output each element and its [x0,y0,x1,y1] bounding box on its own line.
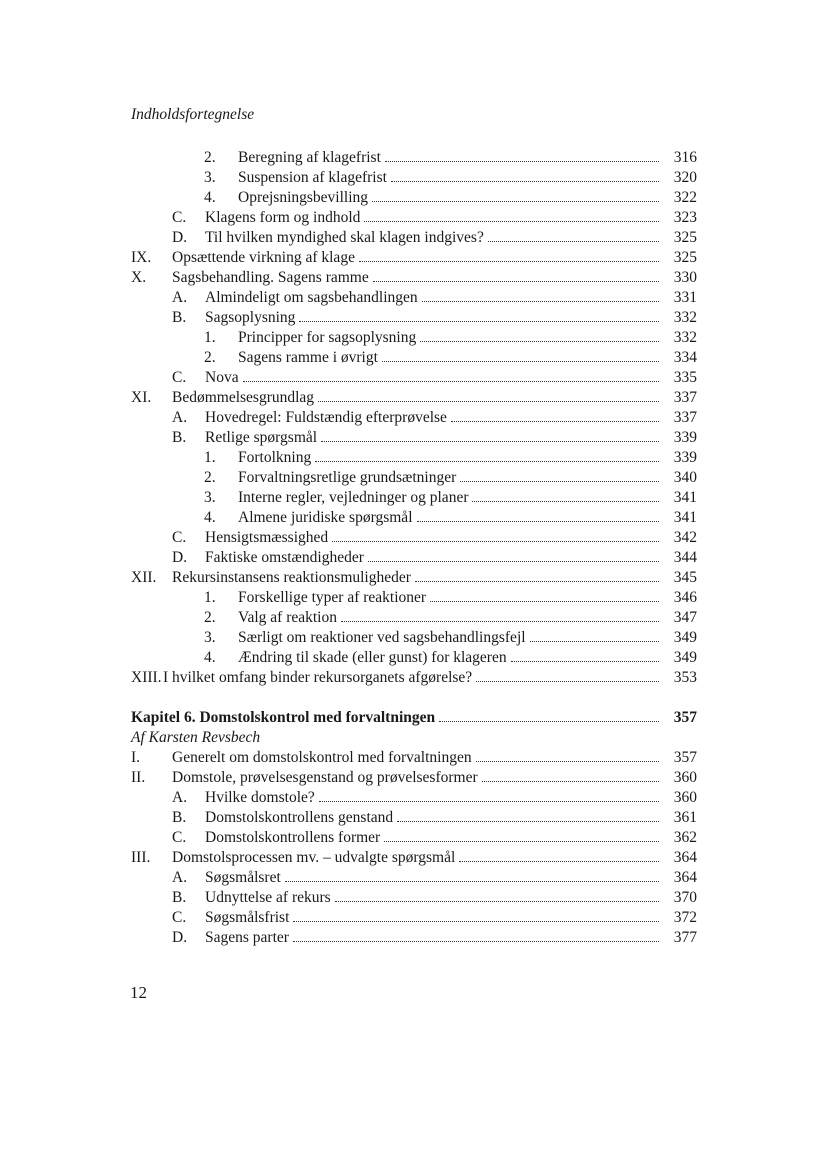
toc-page-number: 370 [673,889,697,906]
toc-title: Generelt om domstolskontrol med forvaltningen [172,749,472,766]
toc-row [0,168,827,188]
toc-number: 1. [204,589,216,606]
toc-page-number: 342 [673,529,697,546]
page-number: 12 [130,983,147,1002]
toc-number: 1. [204,329,216,346]
toc-leader-dots [382,360,659,362]
toc-title: Søgsmålsfrist [205,909,290,926]
toc-leader-dots [384,840,659,842]
toc-page-number: 337 [673,389,697,406]
toc-leader-dots [372,200,659,202]
toc-row [0,268,827,288]
toc-row [0,148,827,168]
toc-leader-dots [299,320,659,322]
toc-leader-dots [420,340,659,342]
toc-title: Domstole, prøvelsesgenstand og prøvelsesformer [172,769,478,786]
toc-title: Beregning af klagefrist [238,149,381,166]
toc-leader-dots [472,500,659,502]
toc-row [0,568,827,588]
toc-page-number: 377 [673,929,697,946]
toc-title: Til hvilken myndighed skal klagen indgives? [205,229,484,246]
toc-page-number: 322 [673,189,697,206]
toc-row [0,308,827,328]
toc-leader-dots [439,720,659,722]
toc-leader-dots [318,400,659,402]
toc-row [0,768,827,788]
toc-leader-dots [459,860,659,862]
toc-page-number: 360 [673,789,697,806]
toc-row [0,428,827,448]
toc-title: Nova [205,369,239,386]
toc-row [0,708,827,728]
toc-title: Principper for sagsoplysning [238,329,417,346]
toc-title: Oprejsningsbevilling [238,189,369,206]
toc-row [0,248,827,268]
toc-page-number: 361 [673,809,697,826]
toc-title: Rekursinstansens reaktionsmuligheder [172,569,411,586]
toc-title: Fortolkning [238,449,312,466]
toc-number: 2. [204,609,216,626]
toc-leader-dots [243,380,659,382]
toc-page-number: 360 [673,769,697,786]
toc-leader-dots [476,760,659,762]
toc-title: Særligt om reaktioner ved sagsbehandlingsfejl [238,629,526,646]
toc-number: C. [172,529,187,546]
toc-leader-dots [511,660,659,662]
toc-title: Hensigtsmæssighed [205,529,329,546]
toc-row [0,188,827,208]
toc-page-number: 325 [673,249,697,266]
toc-page-number: 335 [673,369,697,386]
toc-title: Søgsmålsret [205,869,281,886]
toc-row [0,488,827,508]
toc-number: 2. [204,149,216,166]
toc-leader-dots [315,460,659,462]
toc-row [0,788,827,808]
toc-row [0,928,827,948]
toc-number: 4. [204,509,216,526]
toc-title: Af Karsten Revsbech [131,729,261,746]
toc-leader-dots [417,520,660,522]
toc-title: Domstolskontrollens genstand [205,809,394,826]
toc-page-number: 323 [673,209,697,226]
toc-row [0,548,827,568]
toc-page-number: 345 [673,569,697,586]
toc-title: Forskellige typer af reaktioner [238,589,427,606]
toc-leader-dots [285,880,659,882]
toc-title: Valg af reaktion [238,609,337,626]
toc-title: Interne regler, vejledninger og planer [238,489,469,506]
toc-title: Sagens parter [205,929,289,946]
toc-number: A. [172,289,188,306]
toc-page-number: 334 [673,349,697,366]
toc-title: Udnyttelse af rekurs [205,889,331,906]
toc-row [0,688,827,708]
toc-row [0,368,827,388]
toc-title: Kapitel 6. Domstolskontrol med forvaltningen [131,709,436,726]
toc-row [0,228,827,248]
toc-title: Forvaltningsretlige grundsætninger [238,469,457,486]
toc-leader-dots [368,560,659,562]
toc-row [0,588,827,608]
toc-leader-dots [341,620,659,622]
toc-number: I. [131,749,141,766]
toc-number: 3. [204,489,216,506]
toc-row [0,528,827,548]
toc-number: C. [172,209,187,226]
toc-row [0,328,827,348]
toc-leader-dots [451,420,659,422]
toc-row [0,508,827,528]
toc-title: Faktiske omstændigheder [205,549,364,566]
toc-leader-dots [476,680,659,682]
toc-number: 4. [204,189,216,206]
toc-row [0,448,827,468]
toc-page-number: 349 [673,629,697,646]
toc-title: Sagsbehandling. Sagens ramme [172,269,369,286]
toc-number: IX. [131,249,152,266]
toc-title: Almindeligt om sagsbehandlingen [205,289,418,306]
toc-row [0,908,827,928]
toc-page-number: 332 [673,309,697,326]
toc-title: Sagens ramme i øvrigt [238,349,378,366]
toc-page-number: 316 [673,149,697,166]
toc-page-number: 330 [673,269,697,286]
toc-leader-dots [430,600,659,602]
toc-page-number: 331 [673,289,697,306]
toc-row [0,808,827,828]
toc-row [0,888,827,908]
toc-page-number: 340 [673,469,697,486]
toc-leader-dots [530,640,659,642]
toc-leader-dots [293,920,659,922]
toc-title: Domstolsprocessen mv. – udvalgte spørgsmål [172,849,456,866]
toc-number: 1. [204,449,216,466]
toc-row [0,608,827,628]
toc-leader-dots [335,900,659,902]
toc-leader-dots [319,800,659,802]
toc-title: Domstolskontrollens former [205,829,381,846]
toc-title: Hovedregel: Fuldstændig efterprøvelse [205,409,447,426]
toc-leader-dots [415,580,659,582]
toc-leader-dots [460,480,659,482]
toc-page-number: 362 [673,829,697,846]
toc-page-number: 344 [673,549,697,566]
toc-leader-dots [373,280,659,282]
toc-number: II. [131,769,146,786]
toc-number: XI. [131,389,152,406]
toc-page-number: 357 [673,749,697,766]
toc-page-number: 337 [673,409,697,426]
toc-row [0,848,827,868]
toc-page-number: 346 [673,589,697,606]
toc-title: Opsættende virkning af klage [172,249,355,266]
toc-page-number: 332 [673,329,697,346]
toc-page-number: 353 [673,669,697,686]
toc-page-number: 325 [673,229,697,246]
toc-number: 2. [204,349,216,366]
toc-row [0,648,827,668]
toc-number: B. [172,809,187,826]
toc-number: C. [172,909,187,926]
toc-row [0,668,827,688]
toc-number: X. [131,269,147,286]
toc-page-number: 357 [673,709,697,726]
toc-title: Sagsoplysning [205,309,296,326]
toc-number: 3. [204,169,216,186]
toc-title: Almene juridiske spørgsmål [238,509,413,526]
toc-number: 2. [204,469,216,486]
toc-row [0,628,827,648]
toc-page-number: 372 [673,909,697,926]
toc-page-number: 341 [673,489,697,506]
running-header: Indholdsfortegnelse [131,106,255,123]
toc-page-number: 349 [673,649,697,666]
toc-row [0,288,827,308]
toc-leader-dots [488,240,659,242]
toc-number: D. [172,929,188,946]
toc-page-number: 341 [673,509,697,526]
toc-leader-dots [293,940,659,942]
toc-number: C. [172,369,187,386]
toc-row [0,208,827,228]
toc-leader-dots [364,220,659,222]
toc-page-number: 339 [673,449,697,466]
toc-number: A. [172,869,188,886]
toc-row [0,748,827,768]
toc-number: B. [172,429,187,446]
toc-title: Retlige spørgsmål [205,429,318,446]
toc-number: XIII. [131,669,162,686]
toc-row [0,468,827,488]
toc-title: Ændring til skade (eller gunst) for klageren [238,649,507,666]
toc-number: III. [131,849,151,866]
toc-row [0,388,827,408]
toc-leader-dots [321,440,659,442]
toc-leader-dots [391,180,659,182]
toc-title: I hvilket omfang binder rekursorganets afgørelse? [163,669,473,686]
toc-row [0,868,827,888]
toc-number: C. [172,829,187,846]
toc-page-number: 347 [673,609,697,626]
toc-number: 3. [204,629,216,646]
toc-row [0,408,827,428]
toc-page-number: 339 [673,429,697,446]
toc-leader-dots [482,780,659,782]
toc-number: B. [172,309,187,326]
toc-number: D. [172,549,188,566]
toc-row [0,348,827,368]
toc-title: Suspension af klagefrist [238,169,387,186]
toc-number: B. [172,889,187,906]
toc-number: A. [172,789,188,806]
toc-page-number: 364 [673,849,697,866]
toc-row [0,728,827,748]
toc-leader-dots [422,300,659,302]
toc-leader-dots [359,260,659,262]
toc-number: A. [172,409,188,426]
toc-title: Klagens form og indhold [205,209,361,226]
toc-leader-dots [332,540,659,542]
toc-number: 4. [204,649,216,666]
toc-page-number: 320 [673,169,697,186]
toc-title: Bedømmelsesgrundlag [172,389,315,406]
toc-row [0,828,827,848]
toc-leader-dots [397,820,659,822]
toc-leader-dots [385,160,659,162]
toc-number: XII. [131,569,157,586]
toc-title: Hvilke domstole? [205,789,315,806]
toc-number: D. [172,229,188,246]
toc-page-number: 364 [673,869,697,886]
